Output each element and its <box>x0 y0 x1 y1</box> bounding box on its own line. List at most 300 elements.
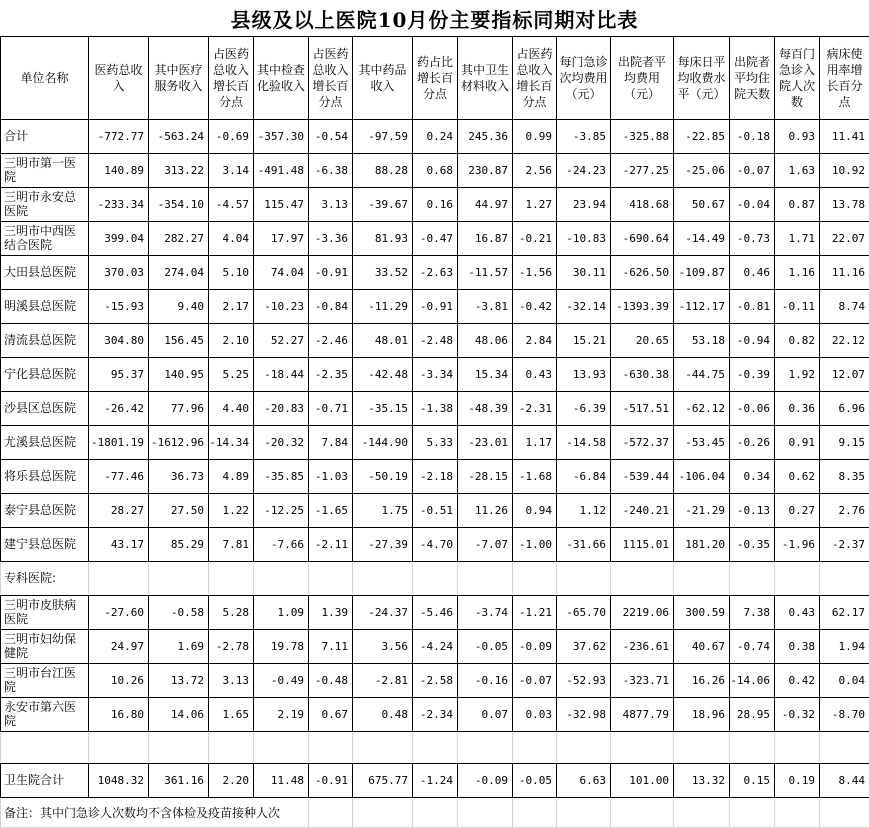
empty-cell <box>820 798 869 828</box>
value-cell: -690.64 <box>611 222 674 256</box>
value-cell: 18.96 <box>674 698 730 732</box>
table-row <box>1 494 869 528</box>
value-cell: -1.03 <box>309 460 353 494</box>
empty-cell <box>149 562 209 596</box>
value-cell: -2.34 <box>413 698 458 732</box>
value-cell: 1.17 <box>513 426 557 460</box>
table-footer <box>1 798 869 828</box>
value-cell: 12.07 <box>820 358 869 392</box>
value-cell: 5.10 <box>209 256 254 290</box>
empty-cell <box>309 798 353 828</box>
value-cell: 20.65 <box>611 324 674 358</box>
value-cell: -277.25 <box>611 154 674 188</box>
value-cell: 3.13 <box>209 664 254 698</box>
row-name: 卫生院合计 <box>1 764 89 798</box>
value-cell: -1.56 <box>513 256 557 290</box>
value-cell: 0.03 <box>513 698 557 732</box>
value-cell: 0.43 <box>775 596 820 630</box>
value-cell: 282.27 <box>149 222 209 256</box>
section-label: 专科医院: <box>1 562 89 596</box>
value-cell: 24.97 <box>89 630 149 664</box>
table-row <box>1 324 869 358</box>
empty-cell <box>674 562 730 596</box>
column-header: 每床日平均收费水平（元） <box>674 37 730 120</box>
value-cell: -1.96 <box>775 528 820 562</box>
value-cell: -1612.96 <box>149 426 209 460</box>
value-cell: -3.34 <box>413 358 458 392</box>
value-cell: 36.73 <box>149 460 209 494</box>
empty-cell <box>209 562 254 596</box>
empty-cell <box>775 732 820 764</box>
value-cell: 33.52 <box>353 256 413 290</box>
empty-cell <box>611 732 674 764</box>
table-header-row <box>1 37 869 120</box>
value-cell: 8.44 <box>820 764 869 798</box>
value-cell: -0.26 <box>730 426 775 460</box>
value-cell: -0.51 <box>413 494 458 528</box>
empty-cell <box>254 562 309 596</box>
empty-cell <box>513 798 557 828</box>
value-cell: 0.43 <box>513 358 557 392</box>
table-row <box>1 120 869 154</box>
empty-cell <box>611 562 674 596</box>
empty-cell <box>89 732 149 764</box>
value-cell: -233.34 <box>89 188 149 222</box>
value-cell: 2219.06 <box>611 596 674 630</box>
row-name: 清流县总医院 <box>1 324 89 358</box>
value-cell: -24.23 <box>557 154 611 188</box>
value-cell: 1.63 <box>775 154 820 188</box>
table-row <box>1 392 869 426</box>
value-cell: -2.11 <box>309 528 353 562</box>
empty-cell <box>557 798 611 828</box>
value-cell: -1.00 <box>513 528 557 562</box>
value-cell: 85.29 <box>149 528 209 562</box>
value-cell: 62.17 <box>820 596 869 630</box>
row-name: 三明市台江医院 <box>1 664 89 698</box>
value-cell: -14.58 <box>557 426 611 460</box>
empty-cell <box>353 798 413 828</box>
value-cell: 313.22 <box>149 154 209 188</box>
value-cell: 16.26 <box>674 664 730 698</box>
table-row <box>1 528 869 562</box>
value-cell: 0.34 <box>730 460 775 494</box>
value-cell: -0.54 <box>309 120 353 154</box>
value-cell: 2.56 <box>513 154 557 188</box>
value-cell: 52.27 <box>254 324 309 358</box>
row-name: 建宁县总医院 <box>1 528 89 562</box>
value-cell: 399.04 <box>89 222 149 256</box>
empty-cell <box>309 732 353 764</box>
value-cell: 0.24 <box>413 120 458 154</box>
value-cell: 44.97 <box>458 188 513 222</box>
value-cell: -491.48 <box>254 154 309 188</box>
value-cell: -2.37 <box>820 528 869 562</box>
value-cell: -517.51 <box>611 392 674 426</box>
empty-cell <box>775 562 820 596</box>
value-cell: -539.44 <box>611 460 674 494</box>
value-cell: 13.32 <box>674 764 730 798</box>
value-cell: 1115.01 <box>611 528 674 562</box>
blank-row <box>1 732 869 764</box>
column-header: 出院者平均费用（元） <box>611 37 674 120</box>
value-cell: -626.50 <box>611 256 674 290</box>
value-cell: 0.62 <box>775 460 820 494</box>
value-cell: -2.63 <box>413 256 458 290</box>
empty-cell <box>775 798 820 828</box>
value-cell: -39.67 <box>353 188 413 222</box>
value-cell: -44.75 <box>674 358 730 392</box>
value-cell: -772.77 <box>89 120 149 154</box>
empty-cell <box>820 732 869 764</box>
empty-cell <box>674 732 730 764</box>
table-row <box>1 222 869 256</box>
row-name: 尤溪县总医院 <box>1 426 89 460</box>
table-row <box>1 630 869 664</box>
value-cell: -14.06 <box>730 664 775 698</box>
value-cell: -32.14 <box>557 290 611 324</box>
value-cell: -0.18 <box>730 120 775 154</box>
value-cell: -240.21 <box>611 494 674 528</box>
value-cell: 1.69 <box>149 630 209 664</box>
value-cell: 7.38 <box>730 596 775 630</box>
column-header: 占医药总收入增长百分点 <box>513 37 557 120</box>
table-row <box>1 460 869 494</box>
value-cell: 8.74 <box>820 290 869 324</box>
column-header: 其中医疗服务收入 <box>149 37 209 120</box>
value-cell: 37.62 <box>557 630 611 664</box>
indicator-table <box>0 36 869 828</box>
table-row <box>1 426 869 460</box>
column-header: 药占比增长百分点 <box>413 37 458 120</box>
row-name: 宁化县总医院 <box>1 358 89 392</box>
row-name: 明溪县总医院 <box>1 290 89 324</box>
value-cell: 22.12 <box>820 324 869 358</box>
value-cell: -2.31 <box>513 392 557 426</box>
value-cell: -0.49 <box>254 664 309 698</box>
value-cell: -0.05 <box>513 764 557 798</box>
value-cell: 10.26 <box>89 664 149 698</box>
value-cell: -0.58 <box>149 596 209 630</box>
value-cell: 9.15 <box>820 426 869 460</box>
value-cell: -77.46 <box>89 460 149 494</box>
value-cell: 81.93 <box>353 222 413 256</box>
value-cell: -32.98 <box>557 698 611 732</box>
column-header: 出院者平均住院天数 <box>730 37 775 120</box>
value-cell: 10.92 <box>820 154 869 188</box>
value-cell: 0.46 <box>730 256 775 290</box>
value-cell: 5.33 <box>413 426 458 460</box>
value-cell: -6.38 <box>309 154 353 188</box>
value-cell: -20.83 <box>254 392 309 426</box>
value-cell: -10.83 <box>557 222 611 256</box>
row-name: 沙县区总医院 <box>1 392 89 426</box>
value-cell: 0.04 <box>820 664 869 698</box>
value-cell: -0.05 <box>458 630 513 664</box>
value-cell: 4.40 <box>209 392 254 426</box>
table-row <box>1 256 869 290</box>
value-cell: 13.78 <box>820 188 869 222</box>
value-cell: -0.84 <box>309 290 353 324</box>
value-cell: -15.93 <box>89 290 149 324</box>
row-name: 三明市第一医院 <box>1 154 89 188</box>
empty-cell <box>557 732 611 764</box>
value-cell: -0.91 <box>413 290 458 324</box>
value-cell: -144.90 <box>353 426 413 460</box>
row-name: 大田县总医院 <box>1 256 89 290</box>
value-cell: -12.25 <box>254 494 309 528</box>
value-cell: 1.75 <box>353 494 413 528</box>
value-cell: -4.24 <box>413 630 458 664</box>
value-cell: 0.94 <box>513 494 557 528</box>
value-cell: 4877.79 <box>611 698 674 732</box>
value-cell: -21.29 <box>674 494 730 528</box>
value-cell: 0.68 <box>413 154 458 188</box>
value-cell: 28.95 <box>730 698 775 732</box>
value-cell: -0.07 <box>513 664 557 698</box>
value-cell: 11.26 <box>458 494 513 528</box>
value-cell: 1.12 <box>557 494 611 528</box>
empty-cell <box>149 732 209 764</box>
value-cell: 53.18 <box>674 324 730 358</box>
value-cell: 7.84 <box>309 426 353 460</box>
value-cell: -2.35 <box>309 358 353 392</box>
section-row <box>1 562 869 596</box>
value-cell: 40.67 <box>674 630 730 664</box>
value-cell: -3.74 <box>458 596 513 630</box>
value-cell: 74.04 <box>254 256 309 290</box>
column-header: 其中检查化验收入 <box>254 37 309 120</box>
value-cell: -23.01 <box>458 426 513 460</box>
value-cell: 1.71 <box>775 222 820 256</box>
value-cell: 0.99 <box>513 120 557 154</box>
value-cell: 28.27 <box>89 494 149 528</box>
empty-cell <box>458 732 513 764</box>
value-cell: 11.48 <box>254 764 309 798</box>
value-cell: -14.49 <box>674 222 730 256</box>
value-cell: -0.91 <box>309 256 353 290</box>
value-cell: -26.42 <box>89 392 149 426</box>
value-cell: 2.84 <box>513 324 557 358</box>
row-name: 泰宁县总医院 <box>1 494 89 528</box>
value-cell: -0.81 <box>730 290 775 324</box>
value-cell: 22.07 <box>820 222 869 256</box>
value-cell: -323.71 <box>611 664 674 698</box>
value-cell: -53.45 <box>674 426 730 460</box>
value-cell: -50.19 <box>353 460 413 494</box>
empty-cell <box>674 798 730 828</box>
value-cell: -0.16 <box>458 664 513 698</box>
empty-cell <box>353 732 413 764</box>
value-cell: -236.61 <box>611 630 674 664</box>
value-cell: -2.78 <box>209 630 254 664</box>
value-cell: -1.21 <box>513 596 557 630</box>
value-cell: -27.39 <box>353 528 413 562</box>
column-header: 病床使用率增长百分点 <box>820 37 869 120</box>
value-cell: -1.65 <box>309 494 353 528</box>
value-cell: 1.09 <box>254 596 309 630</box>
value-cell: 115.47 <box>254 188 309 222</box>
value-cell: 0.38 <box>775 630 820 664</box>
value-cell: -4.57 <box>209 188 254 222</box>
note-text: 备注：其中门急诊人次数均不含体检及疫苗接种人次 <box>1 798 309 828</box>
value-cell: 4.89 <box>209 460 254 494</box>
value-cell: -0.71 <box>309 392 353 426</box>
value-cell: 0.07 <box>458 698 513 732</box>
value-cell: -325.88 <box>611 120 674 154</box>
value-cell: -0.91 <box>309 764 353 798</box>
value-cell: -1.24 <box>413 764 458 798</box>
value-cell: 361.16 <box>149 764 209 798</box>
value-cell: 418.68 <box>611 188 674 222</box>
value-cell: 1.92 <box>775 358 820 392</box>
empty-cell <box>353 562 413 596</box>
value-cell: -2.48 <box>413 324 458 358</box>
empty-cell <box>611 798 674 828</box>
table-row <box>1 358 869 392</box>
empty-cell <box>820 562 869 596</box>
value-cell: -630.38 <box>611 358 674 392</box>
value-cell: 230.87 <box>458 154 513 188</box>
column-header: 占医药总收入增长百分点 <box>309 37 353 120</box>
row-name: 将乐县总医院 <box>1 460 89 494</box>
empty-cell <box>458 798 513 828</box>
row-name: 三明市妇幼保健院 <box>1 630 89 664</box>
value-cell: -10.23 <box>254 290 309 324</box>
value-cell: 15.21 <box>557 324 611 358</box>
column-header: 单位名称 <box>1 37 89 120</box>
value-cell: 0.67 <box>309 698 353 732</box>
value-cell: -14.34 <box>209 426 254 460</box>
value-cell: -97.59 <box>353 120 413 154</box>
value-cell: -4.70 <box>413 528 458 562</box>
value-cell: 48.01 <box>353 324 413 358</box>
value-cell: 8.35 <box>820 460 869 494</box>
value-cell: -2.58 <box>413 664 458 698</box>
value-cell: -0.74 <box>730 630 775 664</box>
value-cell: -572.37 <box>611 426 674 460</box>
value-cell: 181.20 <box>674 528 730 562</box>
row-name: 合计 <box>1 120 89 154</box>
value-cell: 48.06 <box>458 324 513 358</box>
value-cell: 1.27 <box>513 188 557 222</box>
value-cell: -31.66 <box>557 528 611 562</box>
empty-cell <box>458 562 513 596</box>
value-cell: 5.28 <box>209 596 254 630</box>
value-cell: 1048.32 <box>89 764 149 798</box>
value-cell: 300.59 <box>674 596 730 630</box>
value-cell: 1.16 <box>775 256 820 290</box>
value-cell: -109.87 <box>674 256 730 290</box>
value-cell: -8.70 <box>820 698 869 732</box>
value-cell: 1.39 <box>309 596 353 630</box>
table-body <box>1 120 869 798</box>
value-cell: -2.81 <box>353 664 413 698</box>
value-cell: -22.85 <box>674 120 730 154</box>
value-cell: -0.13 <box>730 494 775 528</box>
value-cell: 13.93 <box>557 358 611 392</box>
value-cell: -0.06 <box>730 392 775 426</box>
column-header: 每门急诊次均费用（元） <box>557 37 611 120</box>
column-header: 占医药总收入增长百分点 <box>209 37 254 120</box>
value-cell: 675.77 <box>353 764 413 798</box>
value-cell: 6.63 <box>557 764 611 798</box>
value-cell: 5.25 <box>209 358 254 392</box>
value-cell: 7.11 <box>309 630 353 664</box>
value-cell: -11.29 <box>353 290 413 324</box>
value-cell: 43.17 <box>89 528 149 562</box>
row-name: 永安市第六医院 <box>1 698 89 732</box>
value-cell: 3.14 <box>209 154 254 188</box>
value-cell: -563.24 <box>149 120 209 154</box>
value-cell: -0.35 <box>730 528 775 562</box>
value-cell: -18.44 <box>254 358 309 392</box>
empty-cell <box>1 732 89 764</box>
value-cell: 101.00 <box>611 764 674 798</box>
value-cell: 2.20 <box>209 764 254 798</box>
value-cell: -106.04 <box>674 460 730 494</box>
value-cell: -0.04 <box>730 188 775 222</box>
value-cell: 77.96 <box>149 392 209 426</box>
value-cell: -0.07 <box>730 154 775 188</box>
value-cell: 4.04 <box>209 222 254 256</box>
value-cell: -0.09 <box>458 764 513 798</box>
value-cell: 19.78 <box>254 630 309 664</box>
value-cell: -5.46 <box>413 596 458 630</box>
value-cell: -1801.19 <box>89 426 149 460</box>
value-cell: 0.27 <box>775 494 820 528</box>
value-cell: 2.19 <box>254 698 309 732</box>
value-cell: -3.81 <box>458 290 513 324</box>
value-cell: 3.13 <box>309 188 353 222</box>
empty-cell <box>309 562 353 596</box>
value-cell: 0.93 <box>775 120 820 154</box>
value-cell: -6.39 <box>557 392 611 426</box>
value-cell: -65.70 <box>557 596 611 630</box>
value-cell: 1.22 <box>209 494 254 528</box>
value-cell: 11.41 <box>820 120 869 154</box>
value-cell: 0.16 <box>413 188 458 222</box>
value-cell: 13.72 <box>149 664 209 698</box>
value-cell: -0.42 <box>513 290 557 324</box>
value-cell: -3.36 <box>309 222 353 256</box>
table-row <box>1 764 869 798</box>
value-cell: -62.12 <box>674 392 730 426</box>
column-header: 其中药品收入 <box>353 37 413 120</box>
page-title: 县级及以上医院10月份主要指标同期对比表 <box>0 0 869 36</box>
table-row <box>1 698 869 732</box>
column-header: 每百门急诊入院人次数 <box>775 37 820 120</box>
value-cell: 2.76 <box>820 494 869 528</box>
value-cell: 0.91 <box>775 426 820 460</box>
empty-cell <box>513 562 557 596</box>
value-cell: 16.87 <box>458 222 513 256</box>
value-cell: 0.82 <box>775 324 820 358</box>
value-cell: 0.42 <box>775 664 820 698</box>
value-cell: 15.34 <box>458 358 513 392</box>
empty-cell <box>730 732 775 764</box>
table-row <box>1 664 869 698</box>
value-cell: -20.32 <box>254 426 309 460</box>
value-cell: -2.46 <box>309 324 353 358</box>
value-cell: -357.30 <box>254 120 309 154</box>
value-cell: 140.89 <box>89 154 149 188</box>
row-name: 三明市皮肤病医院 <box>1 596 89 630</box>
table-row <box>1 188 869 222</box>
value-cell: -35.85 <box>254 460 309 494</box>
row-name: 三明市中西医结合医院 <box>1 222 89 256</box>
value-cell: 274.04 <box>149 256 209 290</box>
